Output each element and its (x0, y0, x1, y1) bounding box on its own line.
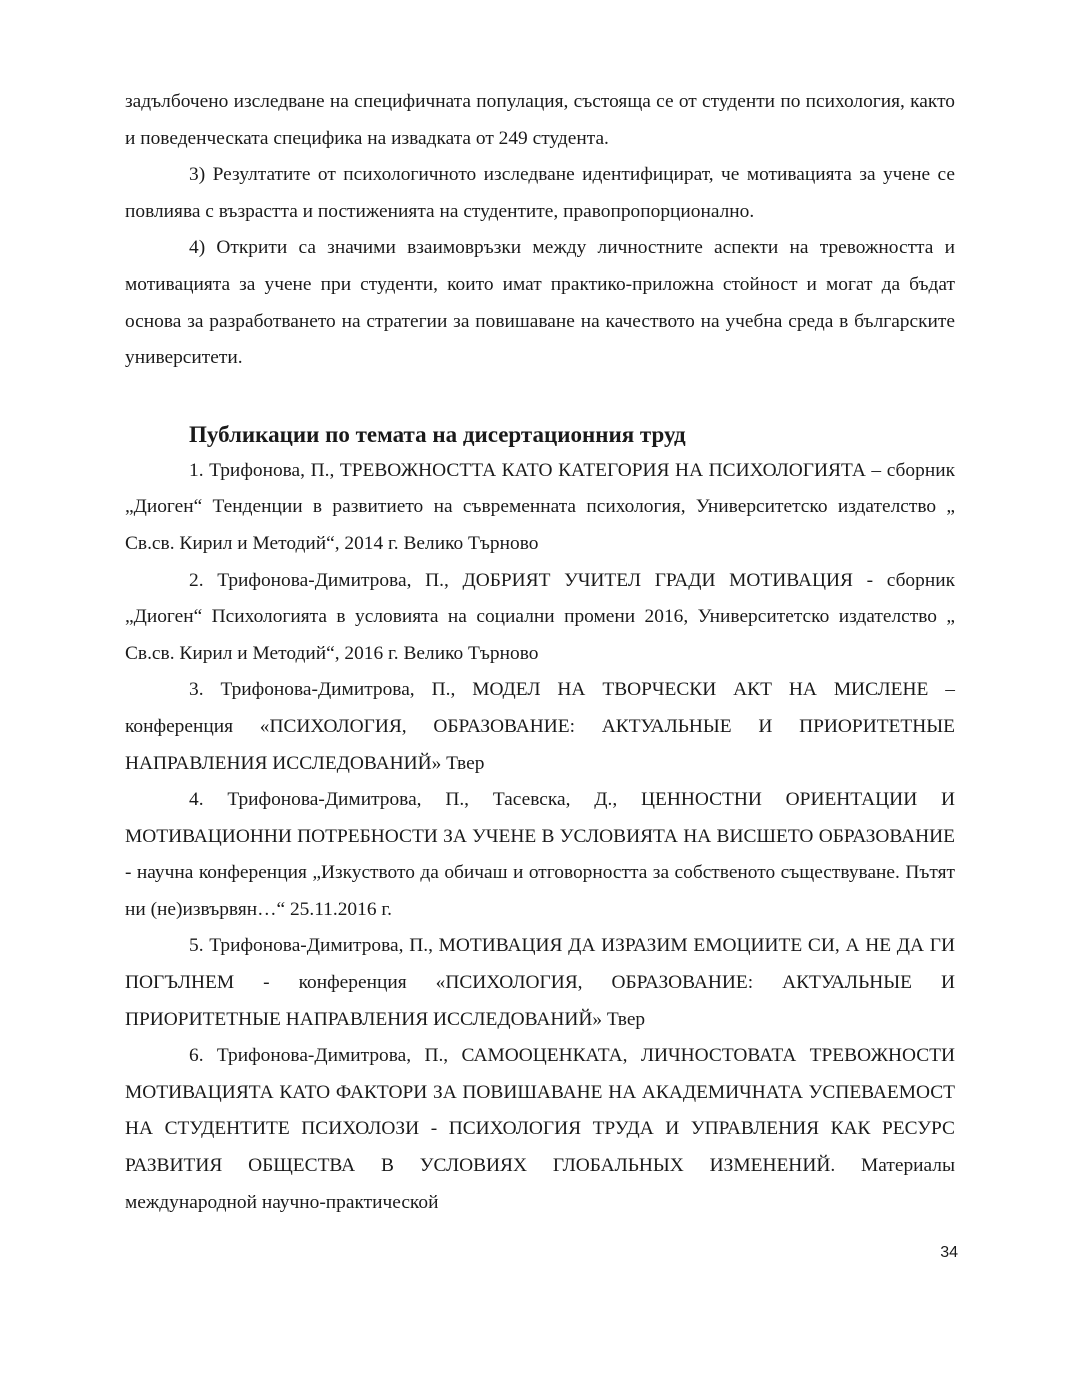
publication-item-6: 6. Трифонова-Димитрова, П., САМООЦЕНКАТА, ЛИЧНОСТОВАТА ТРЕВОЖНОСТИ МОТИВАЦИЯТА КАТО ФАКТОРИ ЗА ПОВИШАВАНЕ НА АКАДЕМИЧНАТА УСПЕВАЕМОСТ НА СТУДЕНТИТЕ ПСИХОЛОЗИ - ПСИХОЛОГИЯ ТРУДА И УПРАВЛЕНИЯ КАК РЕСУРС РАЗВИТИЯ ОБЩЕСТВА В УСЛОВИЯХ ГЛОБАЛЬНЫХ ИЗМЕНЕНИЙ. Материалы международной научно-практической (125, 1045, 955, 1213)
paragraph-result-3: 3) Резултатите от психологичното изследване идентифицират, че мотивацията за учене се повлиява с възрастта и постиженията на студентите, правопропорционално. (125, 164, 955, 222)
publication-item-2: 2. Трифонова-Димитрова, П., ДОБРИЯТ УЧИТЕЛ ГРАДИ МОТИВАЦИЯ - сборник „Диоген“ Психологията в условията на социални промени 2016, Университетско издателство „ Св.св. Кирил и Методий“, 2016 г. Велико Търново (125, 569, 955, 664)
paragraph-continuation: задълбочено изследване на специфичната популация, състояща се от студенти по психология, както и поведенческата специфика на извадката от 249 студента. (125, 91, 955, 149)
section-spacer (125, 377, 955, 417)
publication-item-3: 3. Трифонова-Димитрова, П., МОДЕЛ НА ТВОРЧЕСКИ АКТ НА МИСЛЕНЕ – конференция «ПСИХОЛОГИЯ, ОБРАЗОВАНИЕ: АКТУАЛЬНЫЕ И ПРИОРИТЕТНЫЕ НАПРАВЛЕНИЯ ИССЛЕДОВАНИЙ» Твер (125, 679, 955, 774)
publication-item-5: 5. Трифонова-Димитрова, П., МОТИВАЦИЯ ДА ИЗРАЗИМ ЕМОЦИИТЕ СИ, А НЕ ДА ГИ ПОГЪЛНЕМ - конференция «ПСИХОЛОГИЯ, ОБРАЗОВАНИЕ: АКТУАЛЬНЫЕ И ПРИОРИТЕТНЫЕ НАПРАВЛЕНИЯ ИССЛЕДОВАНИЙ» Твер (125, 935, 955, 1030)
paragraph-result-4: 4) Открити са значими взаимовръзки между личностните аспекти на тревожността и мотивацията за учене при студенти, които имат практико-приложна стойност и могат да бъдат основа за разработването на стратегии за повишаване на качеството на учебна среда в българските университети. (125, 237, 955, 369)
page-number: 34 (940, 1244, 958, 1261)
publication-item-4: 4. Трифонова-Димитрова, П., Тасевска, Д., ЦЕННОСТНИ ОРИЕНТАЦИИ И МОТИВАЦИОННИ ПОТРЕБНОСТИ ЗА УЧЕНЕ В УСЛОВИЯТА НА ВИСШЕТО ОБРАЗОВАНИЕ - научна конференция „Изкуството да обичаш и отговорността за собственото съществуване. Пътят ни (не)извървян…“ 25.11.2016 г. (125, 789, 955, 920)
section-heading: Публикации по темата на дисертационния труд (189, 421, 686, 447)
publication-item-1: 1. Трифонова, П., ТРЕВОЖНОСТТА КАТО КАТЕГОРИЯ НА ПСИХОЛОГИЯТА – сборник „Диоген“ Тенденции в развитието на съвременната психология, Университетско издателство „ Св.св. Кирил и Методий“, 2014 г. Велико Търново (125, 459, 955, 554)
body-text (125, 84, 955, 1221)
